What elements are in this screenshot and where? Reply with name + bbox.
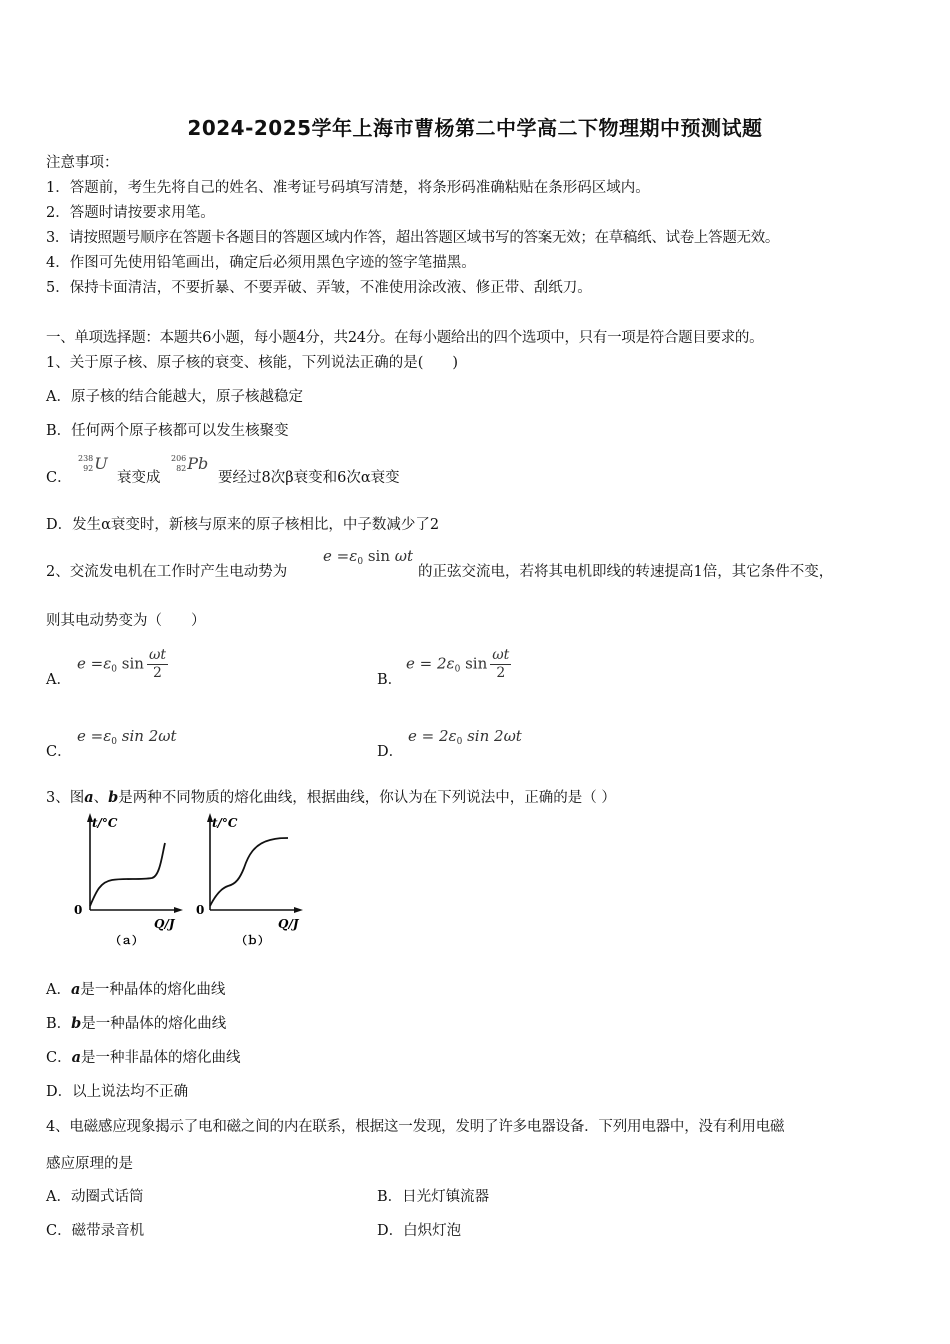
formula-e: e — [323, 547, 332, 565]
q3-option-c — [46, 1046, 241, 1067]
q3-option-b — [46, 1012, 226, 1033]
graph-a — [74, 813, 183, 947]
q3-stem-post: 是两种不同物质的熔化曲线，根据曲线，你认为在下列说法中，正确的是（ ） — [118, 790, 616, 806]
q4-option-a: A．动圈式话筒 — [46, 1189, 144, 1205]
q2-stem-middle: 的正弦交流电，若将其电机即线的转速提高1倍，其它条件不变， — [418, 564, 834, 580]
q4-stem-line-1: 4、电磁感应现象揭示了电和磁之间的内在联系，根据这一发现，发明了许多电器设备．下列用电器中，没有利用电磁 — [46, 1119, 785, 1135]
formula-wt: ωt — [394, 547, 414, 565]
formula-sub: 0 — [357, 557, 364, 567]
q3-stem-a: a — [84, 789, 94, 806]
q3-a-text: 是一种晶体的熔化曲线 — [80, 982, 226, 998]
d-lhs: e = 2 — [408, 727, 449, 745]
q1-option-b: B．任何两个原子核都可以发生核聚变 — [46, 423, 289, 439]
graph-b-x-arrow — [294, 907, 303, 913]
q3-c-label: C． — [46, 1050, 72, 1066]
q3-a-label: A． — [46, 982, 71, 998]
c-sub: 0 — [111, 737, 118, 747]
formula-sin: sin — [367, 547, 390, 565]
c-lhs: e = — [77, 727, 104, 745]
u-atomic-number: 92 — [83, 464, 94, 473]
q2-option-a-label: A． — [46, 672, 71, 688]
notice-heading: 注意事项： — [46, 155, 119, 171]
a-denominator: 2 — [153, 665, 162, 681]
section-heading: 一、单项选择题：本题共6小题，每小题4分，共24分。在每小题给出的四个选项中，只有一项是符合题目要求的。 — [46, 330, 764, 346]
q1-option-c-tail: 要经过8次β衰变和6次α衰变 — [218, 470, 400, 486]
nuclide-pb206 — [171, 454, 208, 474]
graph-a-curve — [90, 843, 165, 906]
q4-stem-line-2: 感应原理的是 — [46, 1156, 133, 1172]
q1-option-a: A．原子核的结合能越大，原子核越稳定 — [46, 389, 303, 405]
q2-emf-formula — [323, 547, 413, 567]
q3-stem-pre: 3、图 — [46, 790, 85, 806]
notice-item-3: 3．请按照题号顺序在答题卡各题目的答题区域内作答，超出答题区域书写的答案无效；在草稿纸、试卷上答题无效。 — [46, 230, 780, 246]
q3-option-d: D．以上说法均不正确 — [46, 1084, 189, 1100]
q1-option-c-label: C． — [46, 470, 72, 486]
b-sub: 0 — [454, 664, 461, 675]
a-numerator: ωt — [148, 647, 166, 663]
q3-c-var: a — [71, 1049, 82, 1066]
a-fraction — [147, 647, 168, 682]
q2-option-b-formula — [406, 647, 511, 682]
q2-stem-end: 则其电动势变为（ ） — [46, 613, 206, 629]
q2-option-b-label: B． — [377, 672, 403, 688]
a-sin: sin — [121, 654, 144, 673]
nuclide-u238 — [78, 454, 108, 474]
graph-b-caption: （ｂ） — [236, 934, 269, 947]
q3-stem — [46, 786, 616, 807]
q1-option-c-mid: 衰变成 — [117, 470, 161, 486]
graph-a-x-label: Q/J — [154, 917, 175, 931]
graph-b-y-label: t/°C — [212, 816, 238, 830]
formula-eq: = — [336, 547, 350, 565]
q3-b-var: b — [71, 1015, 82, 1032]
graph-a-origin: 0 — [74, 903, 83, 917]
graph-b — [196, 813, 303, 947]
graph-b-origin: 0 — [196, 903, 205, 917]
q3-c-text: 是一种非晶体的熔化曲线 — [81, 1050, 241, 1066]
b-sin: sin — [465, 654, 488, 673]
q2-option-c-formula — [77, 727, 177, 747]
q4-option-b: B．日光灯镇流器 — [377, 1189, 490, 1205]
a-epsilon: ε — [103, 654, 112, 673]
u-mass-number: 238 — [78, 454, 94, 463]
b-denominator: 2 — [496, 665, 506, 681]
d-rhs: sin 2ωt — [467, 727, 522, 745]
q3-stem-mid: 、 — [93, 790, 109, 806]
notice-item-4: 4．作图可先使用铅笔画出，确定后必须用黑色字迹的签字笔描黑。 — [46, 255, 476, 271]
q1-stem: 1、关于原子核、原子核的衰变、核能，下列说法正确的是( ) — [46, 355, 459, 371]
b-lhs: e = 2 — [406, 654, 447, 673]
b-fraction — [490, 647, 511, 682]
u-symbol: U — [94, 454, 108, 473]
a-lhs: e = — [77, 654, 104, 673]
notice-item-1: 1．答题前，考生先将自己的姓名、准考证号码填写清楚，将条形码准确粘贴在条形码区域内。 — [46, 180, 650, 196]
q2-option-c-label: C． — [46, 744, 72, 760]
c-rhs: sin 2ωt — [121, 727, 177, 745]
q2-option-d-label: D． — [377, 744, 404, 760]
q3-a-var: a — [70, 981, 81, 998]
d-epsilon: ε — [448, 727, 457, 745]
graph-a-x-arrow — [174, 907, 183, 913]
q2-option-d-formula — [408, 727, 522, 747]
notice-item-5: 5．保持卡面清洁，不要折暴、不要弄破、弄皱，不准使用涂改液、修正带、刮纸刀。 — [46, 280, 592, 296]
q2-stem-start: 2、交流发电机在工作时产生电动势为 — [46, 564, 288, 580]
graph-a-caption: （ａ） — [110, 934, 143, 947]
d-sub: 0 — [456, 737, 463, 747]
graph-a-y-label: t/°C — [92, 816, 118, 830]
graph-b-curve — [210, 838, 288, 906]
q2-option-a-formula — [77, 647, 168, 682]
pb-atomic-number: 82 — [176, 464, 187, 473]
q4-option-d: D．白炽灯泡 — [377, 1223, 462, 1239]
q4-option-c: C．磁带录音机 — [46, 1223, 145, 1239]
q3-b-text: 是一种晶体的熔化曲线 — [81, 1016, 227, 1032]
q1-option-d: D．发生α衰变时，新核与原来的原子核相比，中子数减少了2 — [46, 517, 440, 533]
notice-item-2: 2．答题时请按要求用笔。 — [46, 205, 215, 221]
a-sub: 0 — [111, 664, 118, 675]
b-numerator: ωt — [492, 647, 510, 663]
page-title: 2024-2025学年上海市曹杨第二中学高二下物理期中预测试题 — [187, 116, 763, 140]
pb-symbol: Pb — [187, 454, 209, 473]
c-epsilon: ε — [103, 727, 112, 745]
melting-curves-figure — [70, 810, 310, 950]
formula-epsilon: ε — [349, 547, 358, 565]
graph-b-x-label: Q/J — [278, 917, 299, 931]
b-epsilon: ε — [446, 654, 455, 673]
pb-mass-number: 206 — [171, 454, 187, 463]
q3-b-label: B． — [46, 1016, 72, 1032]
q3-option-a — [46, 978, 225, 999]
q3-stem-b: b — [108, 789, 119, 806]
